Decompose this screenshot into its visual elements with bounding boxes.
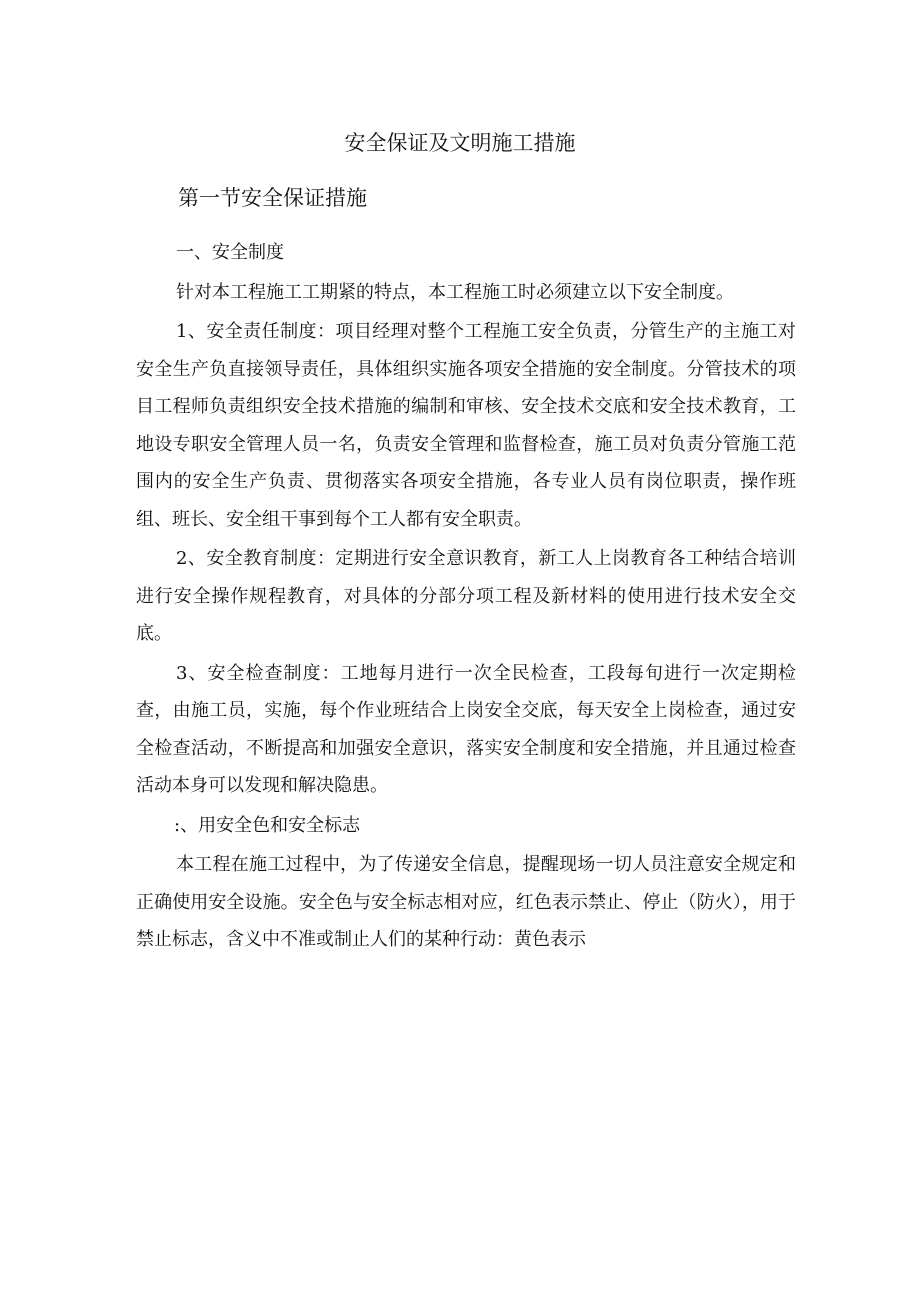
paragraph-inspection: 3、安全检查制度：工地每月进行一次全民检查，工段每旬进行一次定期检查，由施工员，实施，每个作业班结合上岗安全交底，每天安全上岗检查，通过安全检查活动，不断提高和加强安全意识，落实安全制度和安全措施，并且通过检查活动本身可以发现和解决隐患。 xyxy=(136,662,796,796)
paragraph-education: 2、安全教育制度：定期进行安全意识教育，新工人上岗教育各工种结合培训进行安全操作规程教育，对具体的分部分项工程及新材料的使用进行技术安全交底。 xyxy=(136,548,796,644)
subheading-safety-system: 一、安全制度 xyxy=(176,242,284,263)
paragraph-safety-colors: 本工程在施工过程中，为了传递安全信息，提醒现场一切人员注意安全规定和正确使用安全设施。安全色与安全标志相对应，红色表示禁止、停止（防火），用于禁止标志，含义中不准或制止人们的某种行动：黄色表示 xyxy=(136,854,796,950)
paragraph-responsibility: 1、安全责任制度：项目经理对整个工程施工安全负责，分管生产的主施工对安全生产负直接领导责任，具体组织实施各项安全措施的安全制度。分管技术的项目工程师负责组织安全技术措施的编制和审核、安全技术交底和安全技术教育，工地设专职安全管理人员一名，负责安全管理和监督检查，施工员对负责分管施工范围内的安全生产负责、贯彻落实各项安全措施，各专业人员有岗位职责，操作班组、班长、安全组干事到每个工人都有安全职责。 xyxy=(136,321,796,530)
section-heading: 第一节安全保证措施 xyxy=(178,186,367,210)
subheading-safety-colors: :、用安全色和安全标志 xyxy=(174,814,361,836)
document-title: 安全保证及文明施工措施 xyxy=(344,131,576,155)
document-body xyxy=(136,234,796,959)
paragraph-intro: 针对本工程施工工期紧的特点，本工程施工时必须建立以下安全制度。 xyxy=(176,281,734,303)
